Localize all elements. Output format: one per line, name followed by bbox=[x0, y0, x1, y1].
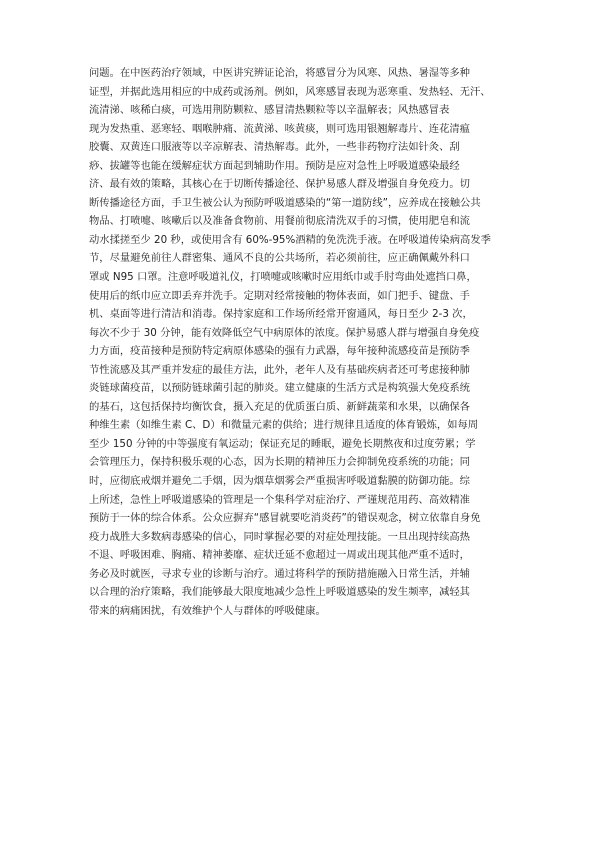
text-line: 炎链球菌疫苗，以预防链球菌引起的肺炎。建立健康的生活方式是构筑强大免疫系统 bbox=[89, 382, 470, 395]
text-line: 问题。在中医药治疗领域，中医讲究辨证论治，将感冒分为风寒、风热、暑湿等多种 bbox=[89, 67, 470, 79]
text-line: 物品、打喷嚏、咳嗽后以及准备食物前、用餐前彻底清洗双手的习惯，使用肥皂和流 bbox=[89, 215, 470, 228]
text-line: 种维生素（如维生素 C、D）和微量元素的供给；进行规律且适度的体育锻炼，如每周 bbox=[89, 419, 479, 432]
text-line: 务必及时就医，寻求专业的诊断与治疗。通过将科学的预防措施融入日常生活，并辅 bbox=[89, 567, 470, 580]
text-line: 会管理压力，保持积极乐观的心态，因为长期的精神压力会抑制免疫系统的功能；同 bbox=[89, 456, 470, 469]
text-line: 至少 150 分钟的中等强度有氧运动；保证充足的睡眠，避免长期熬夜和过度劳累；学 bbox=[89, 437, 476, 450]
text-line: 的基石，这包括保持均衡饮食，摄入充足的优质蛋白质、新鲜蔬菜和水果，以确保各 bbox=[89, 400, 470, 413]
text-line: 力方面，疫苗接种是预防特定病原体感染的强有力武器，每年接种流感疫苗是预防季 bbox=[89, 345, 470, 358]
text-line: 胶囊、双黄连口服液等以辛凉解表、清热解毒。此外，一些非药物疗法如针灸、刮 bbox=[89, 141, 460, 154]
text-line: 现为发热重、恶寒轻、咽喉肿痛、流黄涕、咳黄痰，则可选用银翘解毒片、连花清瘟 bbox=[89, 122, 470, 135]
text-line: 断传播途径方面，手卫生被公认为预防呼吸道感染的“第一道防线”，应养成在接触公共 bbox=[89, 196, 481, 209]
text-line: 使用后的纸巾应立即丢弃并洗手。定期对经常接触的物体表面，如门把手、键盘、手 bbox=[89, 289, 470, 302]
text-line: 带来的病痛困扰，有效维护个人与群体的呼吸健康。 bbox=[89, 604, 326, 617]
text-line: 痧、拔罐等也能在缓解症状方面起到辅助作用。预防是应对急性上呼吸道感染最经 bbox=[89, 159, 460, 172]
text-line: 动水揉搓至少 20 秒，或使用含有 60%-95%酒精的免洗洗手液。在呼吸道传染病高发季 bbox=[89, 233, 491, 246]
text-line: 济、最有效的策略，其核心在于切断传播途径、保护易感人群及增强自身免疫力。切 bbox=[89, 178, 470, 191]
text-line: 预防于一体的综合体系。公众应摒弃“感冒就要吃消炎药”的错误观念，树立依靠自身免 bbox=[89, 512, 481, 525]
text-line: 证型，并据此选用相应的中成药或汤剂。例如，风寒感冒表现为恶寒重、发热轻、无汗、 bbox=[89, 85, 491, 98]
text-line: 每次不少于 30 分钟，能有效降低空气中病原体的浓度。保护易感人群与增强自身免疫 bbox=[89, 326, 480, 339]
text-line: 以合理的治疗策略，我们能够最大限度地减少急性上呼吸道感染的发生频率，减轻其 bbox=[89, 586, 470, 599]
body-paragraph bbox=[89, 64, 507, 620]
text-line: 时，应彻底戒烟并避免二手烟，因为烟草烟雾会严重损害呼吸道黏膜的防御功能。综 bbox=[89, 475, 470, 488]
text-line: 罩或 N95 口罩。注意呼吸道礼仪，打喷嚏或咳嗽时应用纸巾或手肘弯曲处遮挡口鼻， bbox=[89, 271, 477, 284]
text-line: 疫力战胜大多数病毒感染的信心，同时掌握必要的对症处理技能。一旦出现持续高热 bbox=[89, 530, 470, 543]
text-line: 上所述，急性上呼吸道感染的管理是一个集科学对症治疗、严谨规范用药、高效精准 bbox=[89, 493, 470, 506]
text-line: 机、桌面等进行清洁和消毒。保持家庭和工作场所经常开窗通风，每日至少 2-3 次， bbox=[89, 308, 473, 321]
text-line: 节性流感及其严重并发症的最佳方法，此外，老年人及有基础疾病者还可考虑接种肺 bbox=[89, 363, 470, 376]
text-line: 流清涕、咳稀白痰，可选用荆防颗粒、感冒清热颗粒等以辛温解表；风热感冒表 bbox=[89, 104, 450, 117]
text-line: 节，尽量避免前往人群密集、通风不良的公共场所，若必须前往，应正确佩戴外科口 bbox=[89, 252, 470, 265]
text-line: 不退、呼吸困难、胸痛、精神萎靡、症状迁延不愈超过一周或出现其他严重不适时， bbox=[89, 549, 470, 562]
